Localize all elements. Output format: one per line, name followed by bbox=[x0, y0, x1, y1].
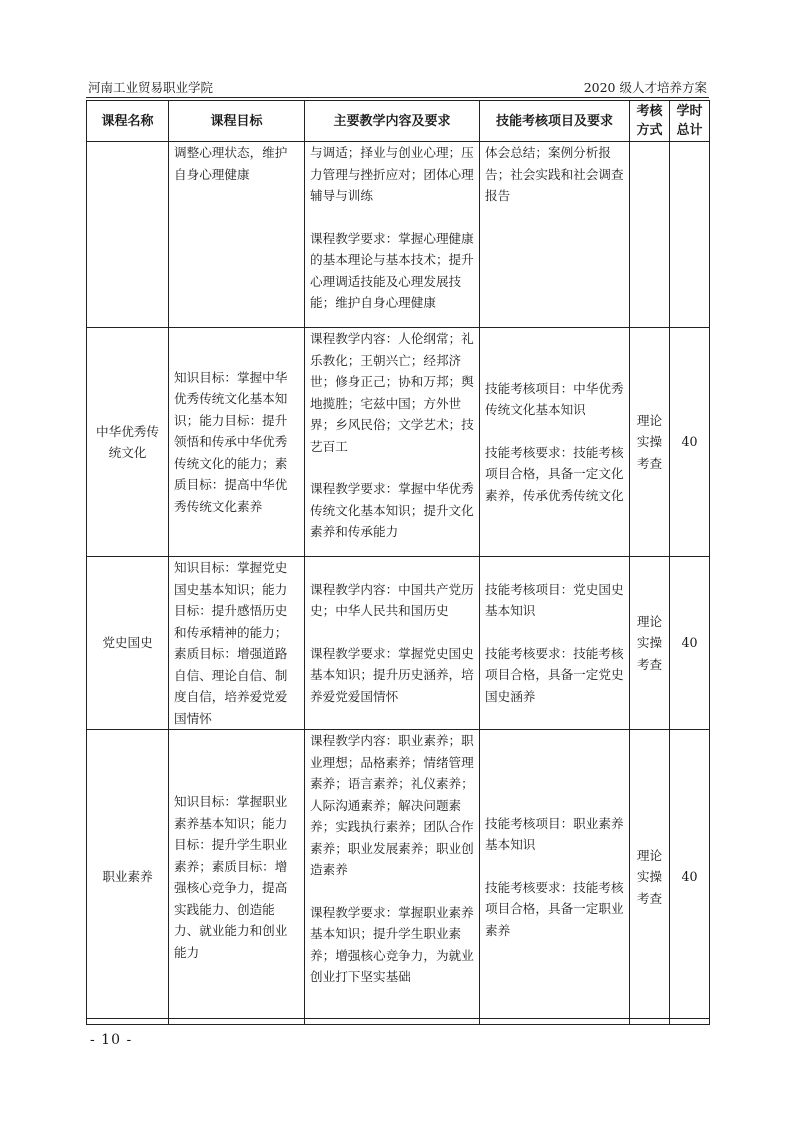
course-content-cell: 课程教学内容：职业素养；职业理想；品格素养；情绪管理素养；语言素养；礼仪素养；人际沟通素养；解决问题素养；实践执行素养；团队合作素养；职业发展素养；职业创造素养 课程教学要求：掌握职业素养基本知识；提升学生职业素养；增强核心竞争力，为就业创业打下坚实基础 bbox=[305, 730, 480, 1025]
table-row bbox=[87, 328, 710, 557]
course-content-cell: 课程教学内容：人伦纲常；礼乐教化；王朝兴亡；经邦济世；修身正己；协和万邦；舆地揽胜；宅兹中国；方外世界；乡风民俗；文学艺术；技艺百工 课程教学要求：掌握中华优秀传统文化基本知识；提升文化素养和传承能力 bbox=[305, 328, 480, 557]
course-name-cell bbox=[87, 142, 169, 328]
header-divider bbox=[86, 97, 709, 98]
skill-cell: 技能考核项目：职业素养基本知识 技能考核要求：技能考核项目合格，具备一定职业素养 bbox=[480, 730, 630, 1025]
method-cell: 理论实操考查 bbox=[630, 557, 670, 730]
col-header-method: 考核方式 bbox=[630, 101, 670, 142]
course-goal-cell: 调整心理状态，维护自身心理健康 bbox=[169, 142, 305, 328]
method-cell: 理论实操考查 bbox=[630, 328, 670, 557]
course-goal-cell: 知识目标：掌握职业素养基本知识；能力目标：提升学生职业素养；素质目标：增强核心竞争力，提高实践能力、创造能力、就业能力和创业能力 bbox=[169, 730, 305, 1025]
hours-cell: 40 bbox=[670, 730, 710, 1025]
hours-cell bbox=[670, 142, 710, 328]
table-row bbox=[87, 730, 710, 1025]
course-goal-cell: 知识目标：掌握中华优秀传统文化基本知识；能力目标：提升领悟和传承中华优秀传统文化的能力；素质目标：提高中华优秀传统文化素养 bbox=[169, 328, 305, 557]
col-header-hours: 学时总计 bbox=[670, 101, 710, 142]
col-header-content: 主要教学内容及要求 bbox=[305, 101, 480, 142]
method-cell bbox=[630, 142, 670, 328]
course-content-cell: 与调适；择业与创业心理；压力管理与挫折应对；团体心理辅导与训练 课程教学要求：掌握心理健康的基本理论与基本技术；提升心理调适技能及心理发展技能；维护自身心理健康 bbox=[305, 142, 480, 328]
skill-cell: 技能考核项目：中华优秀传统文化基本知识 技能考核要求：技能考核项目合格，具备一定文化素养，传承优秀传统文化 bbox=[480, 328, 630, 557]
course-name-cell: 职业素养 bbox=[87, 730, 169, 1025]
table-row bbox=[87, 557, 710, 730]
table-row bbox=[87, 142, 710, 328]
course-name-cell: 党史国史 bbox=[87, 557, 169, 730]
course-content-cell: 课程教学内容：中国共产党历史；中华人民共和国历史 课程教学要求：掌握党史国史基本知识；提升历史涵养，培养爱党爱国情怀 bbox=[305, 557, 480, 730]
col-header-course-name: 课程名称 bbox=[87, 101, 169, 142]
course-goal-cell: 知识目标：掌握党史国史基本知识；能力目标：提升感悟历史和传承精神的能力；素质目标：增强道路自信、理论自信、制度自信，培养爱党爱国情怀 bbox=[169, 557, 305, 730]
footer-divider bbox=[86, 1018, 709, 1019]
skill-cell: 技能考核项目：党史国史基本知识 技能考核要求：技能考核项目合格，具备一定党史国史涵养 bbox=[480, 557, 630, 730]
skill-cell: 体会总结；案例分析报告；社会实践和社会调查报告 bbox=[480, 142, 630, 328]
header-plan-title: 2020 级人才培养方案 bbox=[583, 80, 707, 95]
col-header-skill: 技能考核项目及要求 bbox=[480, 101, 630, 142]
course-name-cell: 中华优秀传统文化 bbox=[87, 328, 169, 557]
table-header-row bbox=[87, 101, 710, 142]
hours-cell: 40 bbox=[670, 328, 710, 557]
col-header-course-goal: 课程目标 bbox=[169, 101, 305, 142]
page-number: - 10 - bbox=[90, 1032, 133, 1048]
method-cell: 理论实操考查 bbox=[630, 730, 670, 1025]
header-school-name: 河南工业贸易职业学院 bbox=[88, 80, 214, 95]
curriculum-table bbox=[86, 100, 710, 1025]
hours-cell: 40 bbox=[670, 557, 710, 730]
